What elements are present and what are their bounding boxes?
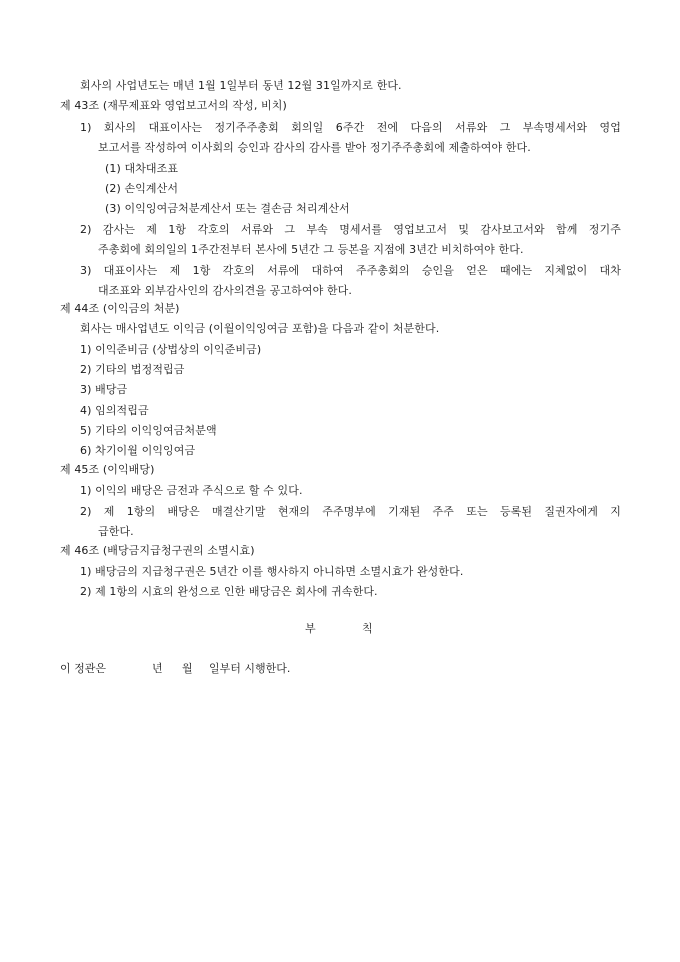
article-44-item-3: 3) 배당금 (80, 383, 128, 396)
effective-date-line (60, 662, 340, 676)
article-45-paragraph-2-line-2: 급한다. (98, 525, 134, 538)
article-46-title: 제 46조 (배당금지급청구권의 소멸시효) (60, 544, 255, 557)
article-43-paragraph-3-line-2: 대조표와 외부감사인의 감사의견을 공고하여야 한다. (98, 284, 352, 297)
article-43-paragraph-3-line-1: 3) 대표이사는 제 1항 각호의 서류에 대하여 주주총회의 승인을 얻은 때에는 지체없이 대차 (80, 264, 621, 277)
article-45-paragraph-2-line-1: 2) 제 1항의 배당은 매결산기말 현재의 주주명부에 기재된 주주 또는 등록된 질권자에게 지 (80, 505, 621, 518)
effective-date-suffix: 일부터 시행한다. (209, 662, 291, 675)
article-44-item-1: 1) 이익준비금 (상법상의 이익준비금) (80, 343, 262, 356)
article-44-intro: 회사는 매사업년도 이익금 (이월이익잉여금 포함)을 다음과 같이 처분한다. (80, 322, 440, 335)
article-44-item-2: 2) 기타의 법정적립금 (80, 363, 185, 376)
article-44-item-4: 4) 임의적립금 (80, 404, 149, 417)
article-43-paragraph-1-line-1: 1) 회사의 대표이사는 정기주주총회 회의일 6주간 전에 다음의 서류와 그 부속명세서와 영업 (80, 121, 621, 134)
article-43-item-3: (3) 이익잉여금처분계산서 또는 결손금 처리계산서 (105, 202, 350, 215)
article-43-paragraph-2-line-2: 주총회에 회의일의 1주간전부터 본사에 5년간 그 등본을 지점에 3년간 비치하여야 한다. (98, 243, 524, 256)
article-43-item-2: (2) 손익계산서 (105, 182, 179, 195)
effective-date-year: 년 (152, 662, 163, 675)
article-46-paragraph-1: 1) 배당금의 지급청구권은 5년간 이를 행사하지 아니하면 소멸시효가 완성한다. (80, 565, 464, 578)
fiscal-year-text: 회사의 사업년도는 매년 1월 1일부터 동년 12월 31일까지로 한다. (80, 79, 402, 92)
article-43-paragraph-2-line-1: 2) 감사는 제 1항 각호의 서류와 그 부속 명세서를 영업보고서 및 감사보고서와 함께 정기주 (80, 223, 621, 236)
article-45-title: 제 45조 (이익배당) (60, 463, 155, 476)
article-44-item-6: 6) 차기이월 이익잉여금 (80, 444, 196, 457)
effective-date-month: 월 (182, 662, 193, 675)
article-45-paragraph-1: 1) 이익의 배당은 금전과 주식으로 할 수 있다. (80, 484, 303, 497)
addenda-heading-char-2: 칙 (362, 622, 373, 635)
article-44-item-5: 5) 기타의 이익잉여금처분액 (80, 424, 217, 437)
article-46-paragraph-2: 2) 제 1항의 시효의 완성으로 인한 배당금은 회사에 귀속한다. (80, 585, 378, 598)
article-43-item-1: (1) 대차대조표 (105, 162, 179, 175)
article-43-title: 제 43조 (재무제표와 영업보고서의 작성, 비치) (60, 99, 287, 112)
article-43-paragraph-1-line-2: 보고서를 작성하여 이사회의 승인과 감사의 감사를 받아 정기주주총회에 제출하여야 한다. (98, 141, 531, 154)
addenda-heading-char-1: 부 (305, 622, 316, 635)
effective-date-prefix: 이 정관은 (60, 662, 107, 675)
article-44-title: 제 44조 (이익금의 처분) (60, 302, 180, 315)
